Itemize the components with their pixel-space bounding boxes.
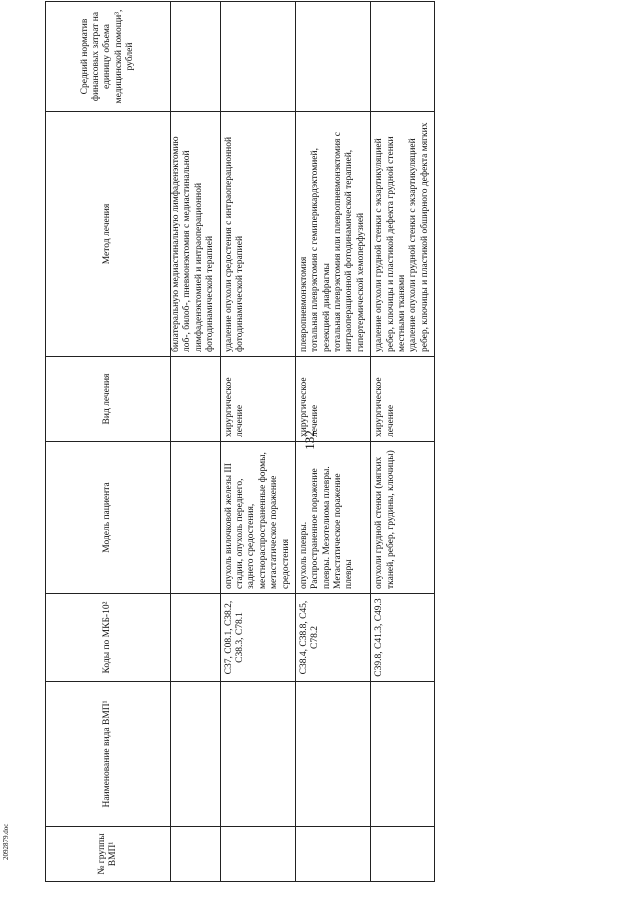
cell-treatment-method: билатеральную медиастинальную лимфаденэктомию лоб-, билоб-, пневмонэктомия с медиастинальной лимфаденэктомией и интраоперационной фотодинамической терапией	[171, 112, 221, 357]
header-group-no: № группы ВМП¹	[46, 827, 171, 882]
cell-patient-model: опухоль плевры. Распространенное поражение плевры. Мезотелиома плевры. Метастатическое поражение плевры	[295, 442, 370, 594]
header-icd-codes: Коды по МКБ-10²	[46, 594, 171, 682]
cell-treatment-method: удаление опухоли средостения с интраоперационной фотодинамической терапией	[220, 112, 295, 357]
cell-cost	[171, 2, 221, 112]
header-treatment-method: Метод лечения	[46, 112, 171, 357]
cell-name	[171, 682, 221, 827]
cell-icd-codes: С37, С08.1, С38.2, С38.3, С78.1	[220, 594, 295, 682]
table-header	[46, 2, 171, 882]
cell-cost	[371, 2, 435, 112]
cell-patient-model: опухоль вилочковой железы III стадии, опухоль переднего, заднего средостения, местнораспространенные формы, метастатическое поражение средостения	[220, 442, 295, 594]
cell-treatment-method: удаление опухоли грудной стенки с экзартикуляцией ребер, ключицы и пластикой дефекта грудной стенки местными тканями удаление опухоли грудной стенки с экзартикуляцией ребер, ключицы и пластикой обширного дефекта мягких	[371, 112, 435, 357]
cell-treatment-type	[171, 357, 221, 442]
header-name: Наименование вида ВМП¹	[46, 682, 171, 827]
cell-patient-model: опухоли грудной стенки (мягких тканей, ребер, грудины, ключицы)	[371, 442, 435, 594]
rotated-table-container	[45, 2, 635, 882]
cell-cost	[295, 2, 370, 112]
cell-treatment-type: хирургическое лечение	[371, 357, 435, 442]
table-row	[295, 2, 370, 882]
cell-name	[371, 682, 435, 827]
table-row	[171, 2, 221, 882]
cell-icd-codes: С38.4, С38.8, С45, С78.2	[295, 594, 370, 682]
cell-name	[295, 682, 370, 827]
table-row	[371, 2, 435, 882]
cell-patient-model	[171, 442, 221, 594]
table-row	[220, 2, 295, 882]
cell-group-no	[295, 827, 370, 882]
cell-name	[220, 682, 295, 827]
cell-treatment-type: хирургическое лечение	[295, 357, 370, 442]
cell-icd-codes: С39.8, С41.3, С49.3	[371, 594, 435, 682]
cell-icd-codes	[171, 594, 221, 682]
cell-group-no	[171, 827, 221, 882]
cell-group-no	[220, 827, 295, 882]
header-treatment-type: Вид лечения	[46, 357, 171, 442]
cell-treatment-type: хирургическое лечение	[220, 357, 295, 442]
table-body	[171, 2, 435, 882]
page-number: 132	[301, 430, 317, 450]
cell-group-no	[371, 827, 435, 882]
document-reference: 2092879.doc	[2, 823, 10, 860]
header-patient-model: Модель пациента	[46, 442, 171, 594]
header-cost: Средний норматив финансовых затрат на единицу объема медицинской помощи³, рублей	[46, 2, 171, 112]
vmp-table	[45, 1, 435, 882]
cell-cost	[220, 2, 295, 112]
cell-treatment-method: плевропневмонэктомия тотальная плеврэктомия с гемиперикардэктомией, резекцией диафрагмы тотальная плеврэктомия или плевропневмонэктомия с интраоперационной фотодинамической терапией, гипертермической хемоперфузией	[295, 112, 370, 357]
